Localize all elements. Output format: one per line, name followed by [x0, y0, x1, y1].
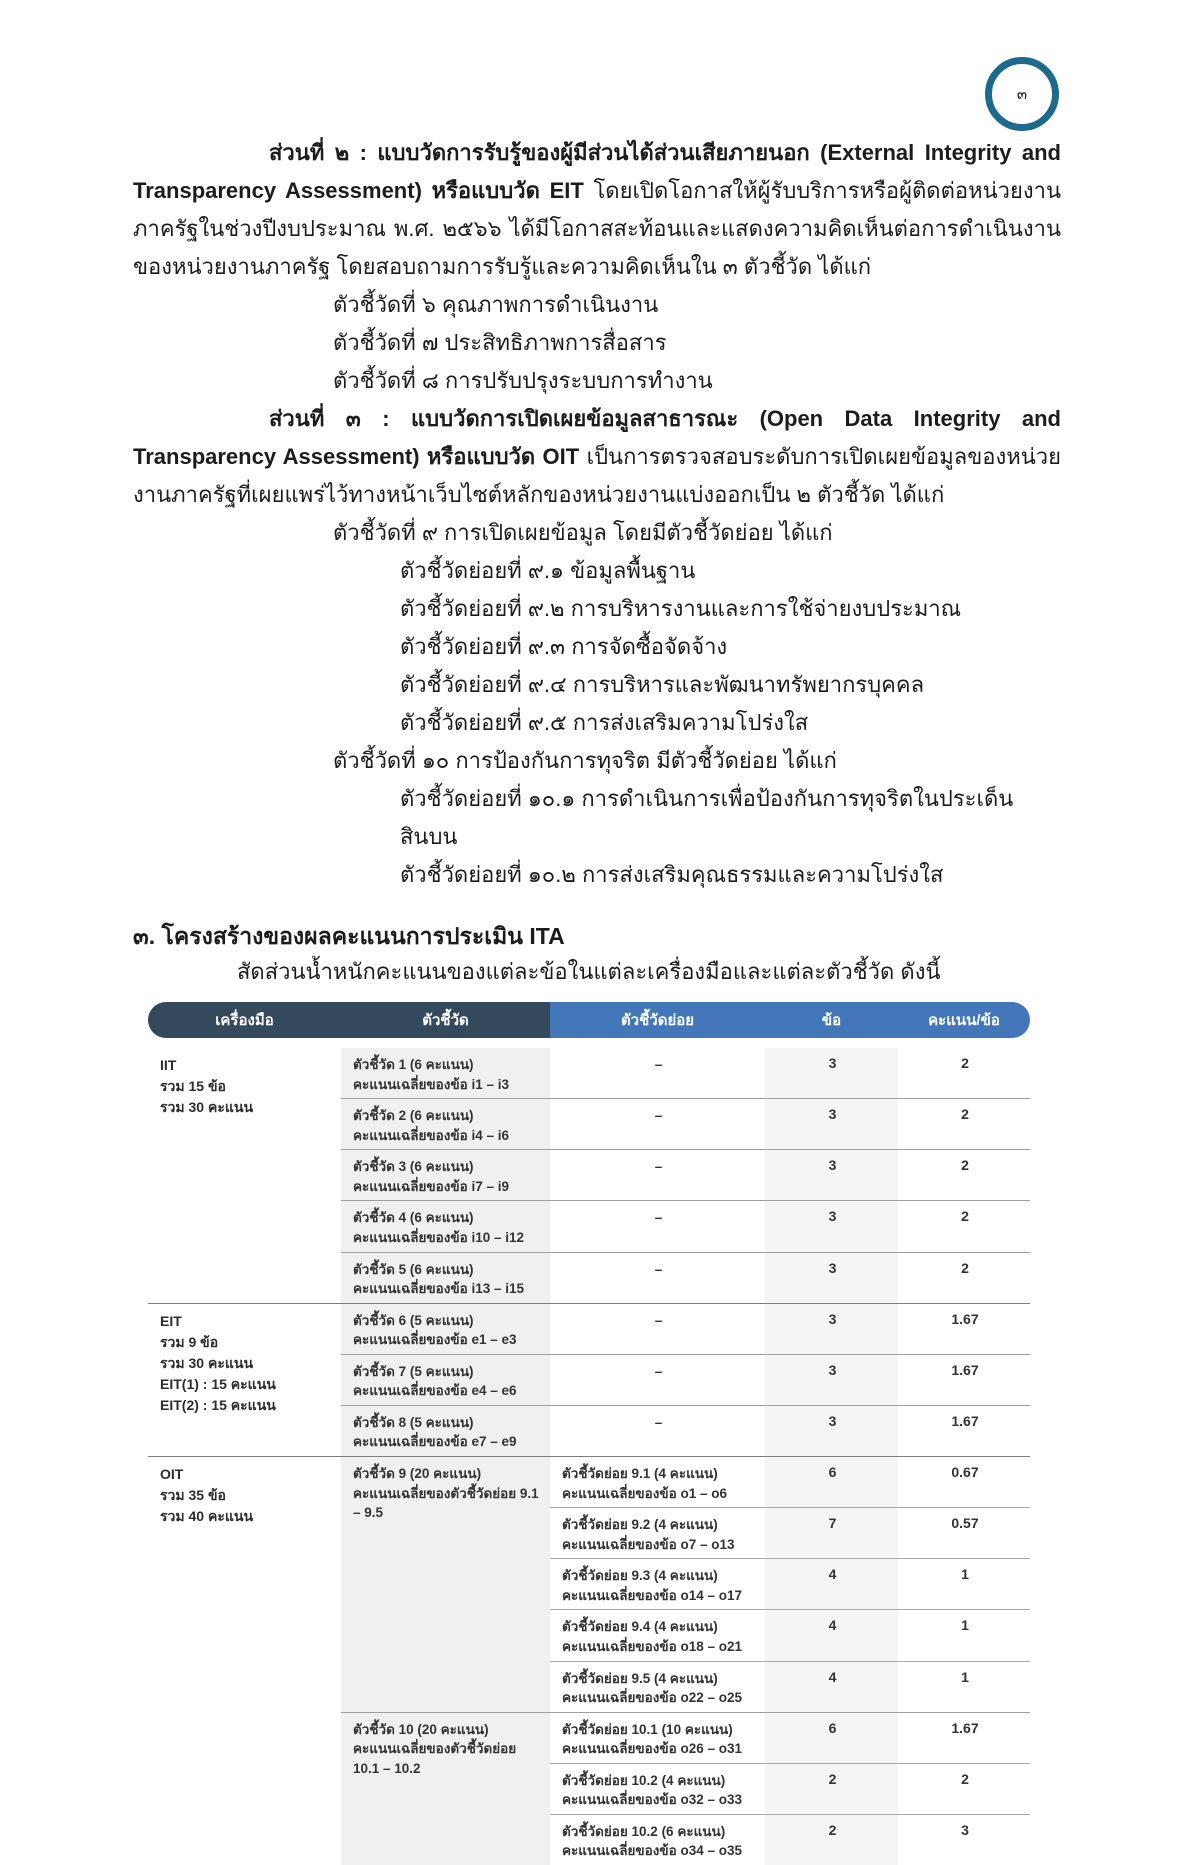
score-per-item-cell: 2 [898, 1252, 1030, 1303]
indicator-desc: คะแนนเฉลี่ยของข้อ i1 – i3 [353, 1076, 509, 1092]
sub-indicator-name: ตัวชี้วัดย่อย 9.2 (4 คะแนน) [562, 1517, 718, 1533]
sub-indicator-name: ตัวชี้วัดย่อย 9.3 (4 คะแนน) [562, 1568, 718, 1584]
sub-indicator-cell [550, 1712, 765, 1763]
items-count-cell: 3 [765, 1354, 898, 1405]
tool-line: EIT(2) : 15 คะแนน [160, 1396, 276, 1413]
indicator-name: ตัวชี้วัด 10 (20 คะแนน) [353, 1721, 489, 1737]
sub-indicator-cell: – [550, 1098, 765, 1149]
indicator-desc: คะแนนเฉลี่ยของข้อ i4 – i6 [353, 1127, 509, 1143]
indicator-cell [341, 1456, 550, 1712]
tool-line: IIT [160, 1057, 177, 1073]
table-header-4: คะแนน/ข้อ [898, 1002, 1030, 1038]
indicator-name: ตัวชี้วัด 3 (6 คะแนน) [353, 1159, 474, 1175]
part3-paragraph [133, 400, 1061, 514]
indicator-cell [341, 1712, 550, 1865]
sub-indicator-name: ตัวชี้วัดย่อย 10.1 (10 คะแนน) [562, 1721, 733, 1737]
indicator-name: ตัวชี้วัด 4 (6 คะแนน) [353, 1210, 474, 1226]
sub-indicator-cell: – [550, 1303, 765, 1354]
part3-indicator-list [133, 514, 1061, 894]
table-header-1: ตัวชี้วัด [341, 1002, 550, 1038]
table-header-3: ข้อ [765, 1002, 898, 1038]
tool-cell-EIT [148, 1303, 341, 1456]
score-per-item-cell: 2 [898, 1149, 1030, 1200]
items-count-cell: 2 [765, 1763, 898, 1814]
part3-item-7: ตัวชี้วัดย่อยที่ ๑๐.๑ การดำเนินการเพื่อป้องกันการทุจริตในประเด็นสินบน [400, 786, 1014, 849]
items-count-cell: 3 [765, 1098, 898, 1149]
part2-heading: ส่วนที่ ๒ : แบบวัดการรับรู้ของผู้มีส่วนได้ส่วนเสียภายนอก (External Integrity and Transparency Assessment) หรือแบบวัด EIT [133, 140, 1061, 203]
score-per-item-cell: 1.67 [898, 1303, 1030, 1354]
part2-paragraph [133, 134, 1061, 286]
part3-heading: ส่วนที่ ๓ : แบบวัดการเปิดเผยข้อมูลสาธารณะ (Open Data Integrity and Transparency Assessment) หรือแบบวัด OIT [133, 406, 1061, 469]
section3-heading: ๓. โครงสร้างของผลคะแนนการประเมิน ITA [133, 923, 565, 949]
sub-indicator-cell [550, 1661, 765, 1712]
score-per-item-cell: 2 [898, 1098, 1030, 1149]
indicator-cell [341, 1048, 550, 1098]
part3-item-5: ตัวชี้วัดย่อยที่ ๙.๕ การส่งเสริมความโปร่งใส [400, 710, 809, 735]
sub-indicator-name: ตัวชี้วัดย่อย 9.4 (4 คะแนน) [562, 1619, 718, 1635]
table-caption: สัดส่วนน้ำหนักคะแนนของแต่ละข้อในแต่ละเครื่องมือและแต่ละตัวชี้วัด ดังนี้ [237, 959, 941, 984]
tool-cell-IIT [148, 1048, 341, 1303]
items-count-cell: 3 [765, 1252, 898, 1303]
score-per-item-cell: 1 [898, 1558, 1030, 1609]
indicator-cell [341, 1354, 550, 1405]
part3-item-1: ตัวชี้วัดย่อยที่ ๙.๑ ข้อมูลพื้นฐาน [400, 558, 696, 583]
part3-body-text: เป็นการตรวจสอบระดับการเปิดเผยข้อมูลของหน่วยงานภาครัฐที่เผยแพร่ไว้ทางหน้าเว็บไซต์หลักของหน่วยงานแบ่งออกเป็น ๒ ตัวชี้วัด ได้แก่ [133, 444, 1061, 507]
items-count-cell: 6 [765, 1712, 898, 1763]
indicator-name: ตัวชี้วัด 2 (6 คะแนน) [353, 1108, 474, 1124]
ita-score-table [148, 1002, 1030, 1865]
score-per-item-cell: 1 [898, 1661, 1030, 1712]
indicator-name: ตัวชี้วัด 5 (6 คะแนน) [353, 1261, 474, 1277]
items-count-cell: 3 [765, 1200, 898, 1251]
indicator-desc: คะแนนเฉลี่ยของข้อ e1 – e3 [353, 1332, 517, 1348]
document-content [133, 134, 1061, 1865]
sub-indicator-desc: คะแนนเฉลี่ยของข้อ o32 – o33 [562, 1792, 742, 1808]
sub-indicator-desc: คะแนนเฉลี่ยของข้อ o1 – o6 [562, 1485, 727, 1501]
sub-indicator-cell: – [550, 1354, 765, 1405]
score-per-item-cell: 1 [898, 1609, 1030, 1660]
tool-line: รวม 15 ข้อ [160, 1078, 226, 1094]
table-header-2: ตัวชี้วัดย่อย [550, 1002, 765, 1038]
score-per-item-cell: 2 [898, 1200, 1030, 1251]
items-count-cell: 3 [765, 1405, 898, 1456]
sub-indicator-cell [550, 1609, 765, 1660]
sub-indicator-cell: – [550, 1405, 765, 1456]
sub-indicator-cell [550, 1814, 765, 1865]
indicator-name: ตัวชี้วัด 9 (20 คะแนน) [353, 1466, 482, 1481]
indicator-name: ตัวชี้วัด 1 (6 คะแนน) [353, 1057, 474, 1072]
sub-indicator-desc: คะแนนเฉลี่ยของข้อ o18 – o21 [562, 1638, 742, 1654]
indicator-desc: คะแนนเฉลี่ยของตัวชี้วัดย่อย 10.1 – 10.2 [353, 1741, 517, 1776]
sub-indicator-cell: – [654, 1057, 663, 1072]
score-per-item-cell: 0.57 [898, 1507, 1030, 1558]
indicator-desc: คะแนนเฉลี่ยของข้อ e4 – e6 [353, 1383, 517, 1399]
part2-indicator-list [133, 286, 1061, 400]
items-count-cell: 7 [765, 1507, 898, 1558]
items-count-cell: 4 [765, 1558, 898, 1609]
tool-line: รวม 30 คะแนน [160, 1099, 254, 1115]
sub-indicator-cell [550, 1558, 765, 1609]
part3-item-8: ตัวชี้วัดย่อยที่ ๑๐.๒ การส่งเสริมคุณธรรมและความโปร่งใส [400, 862, 944, 887]
indicator-desc: คะแนนเฉลี่ยของตัวชี้วัดย่อย 9.1 – 9.5 [353, 1485, 539, 1521]
tool-line: OIT [160, 1466, 184, 1482]
tool-cell-OIT [148, 1456, 341, 1865]
indicator-desc: คะแนนเฉลี่ยของข้อ i13 – i15 [353, 1281, 524, 1297]
indicator-cell [341, 1303, 550, 1354]
sub-indicator-cell [550, 1507, 765, 1558]
score-per-item-cell: 2 [961, 1055, 969, 1071]
items-count-cell: 3 [765, 1303, 898, 1354]
items-count-cell: 2 [765, 1814, 898, 1865]
indicator-name: ตัวชี้วัด 6 (5 คะแนน) [353, 1312, 474, 1328]
score-per-item-cell: 0.67 [898, 1456, 1030, 1507]
sub-indicator-cell: – [550, 1200, 765, 1251]
sub-indicator-desc: คะแนนเฉลี่ยของข้อ o34 – o35 [562, 1843, 742, 1859]
part3-item-2: ตัวชี้วัดย่อยที่ ๙.๒ การบริหารงานและการใช้จ่ายงบประมาณ [400, 596, 962, 621]
tool-line: รวม 9 ข้อ [160, 1333, 219, 1350]
sub-indicator-cell [550, 1763, 765, 1814]
indicator-name: ตัวชี้วัด 8 (5 คะแนน) [353, 1414, 474, 1430]
tool-line: รวม 35 ข้อ [160, 1487, 226, 1503]
sub-indicator-desc: คะแนนเฉลี่ยของข้อ o7 – o13 [562, 1536, 735, 1552]
part2-item-0: ตัวชี้วัดที่ ๖ คุณภาพการดำเนินงาน [333, 292, 659, 317]
part2-item-2: ตัวชี้วัดที่ ๘ การปรับปรุงระบบการทำงาน [333, 368, 713, 393]
tool-line: รวม 30 คะแนน [160, 1354, 254, 1371]
table-header-0: เครื่องมือ [148, 1002, 341, 1038]
sub-indicator-cell [550, 1456, 765, 1507]
sub-indicator-desc: คะแนนเฉลี่ยของข้อ o14 – o17 [562, 1587, 742, 1603]
tool-line: EIT(1) : 15 คะแนน [160, 1375, 276, 1392]
items-count-cell: 4 [765, 1609, 898, 1660]
indicator-desc: คะแนนเฉลี่ยของข้อ i10 – i12 [353, 1229, 524, 1245]
score-per-item-cell: 2 [898, 1763, 1030, 1814]
items-count-cell: 3 [765, 1048, 898, 1098]
part3-item-0: ตัวชี้วัดที่ ๙ การเปิดเผยข้อมูล โดยมีตัวชี้วัดย่อย ได้แก่ [333, 520, 833, 545]
indicator-cell [341, 1405, 550, 1456]
sub-indicator-cell: – [550, 1252, 765, 1303]
part2-item-1: ตัวชี้วัดที่ ๗ ประสิทธิภาพการสื่อสาร [333, 330, 667, 355]
sub-indicator-desc: คะแนนเฉลี่ยของข้อ o26 – o31 [562, 1741, 742, 1757]
score-per-item-cell: 1.67 [898, 1712, 1030, 1763]
page-number-text: ๓ [1016, 86, 1028, 103]
score-per-item-cell: 1.67 [898, 1405, 1030, 1456]
items-count-cell: 6 [765, 1456, 898, 1507]
tool-line: รวม 40 คะแนน [160, 1508, 254, 1524]
score-per-item-cell: 1.67 [898, 1354, 1030, 1405]
indicator-desc: คะแนนเฉลี่ยของข้อ e7 – e9 [353, 1434, 517, 1450]
part3-item-3: ตัวชี้วัดย่อยที่ ๙.๓ การจัดซื้อจัดจ้าง [400, 634, 728, 659]
indicator-name: ตัวชี้วัด 7 (5 คะแนน) [353, 1363, 474, 1379]
sub-indicator-name: ตัวชี้วัดย่อย 9.5 (4 คะแนน) [562, 1670, 718, 1686]
page-number-badge [985, 57, 1059, 131]
indicator-cell [341, 1098, 550, 1149]
sub-indicator-name: ตัวชี้วัดย่อย 9.1 (4 คะแนน) [562, 1466, 718, 1481]
indicator-cell [341, 1252, 550, 1303]
indicator-desc: คะแนนเฉลี่ยของข้อ i7 – i9 [353, 1178, 509, 1194]
indicator-cell [341, 1200, 550, 1251]
part2-body-text: โดยเปิดโอกาสให้ผู้รับบริการหรือผู้ติดต่อหน่วยงานภาครัฐในช่วงปีงบประมาณ พ.ศ. ๒๕๖๖ ได้มีโอกาสสะท้อนและแสดงความคิดเห็นต่อการดำเนินงานของหน่วยงานภาครัฐ โดยสอบถามการรับรู้และความคิดเห็นใน ๓ ตัวชี้วัด ได้แก่ [133, 178, 1061, 279]
items-count-cell: 3 [765, 1149, 898, 1200]
sub-indicator-name: ตัวชี้วัดย่อย 10.2 (4 คะแนน) [562, 1772, 726, 1788]
sub-indicator-desc: คะแนนเฉลี่ยของข้อ o22 – o25 [562, 1690, 742, 1706]
indicator-cell [341, 1149, 550, 1200]
score-per-item-cell: 3 [898, 1814, 1030, 1865]
part3-item-6: ตัวชี้วัดที่ ๑๐ การป้องกันการทุจริต มีตัวชี้วัดย่อย ได้แก่ [333, 748, 837, 773]
tool-line: EIT [160, 1312, 182, 1329]
sub-indicator-cell: – [550, 1149, 765, 1200]
sub-indicator-name: ตัวชี้วัดย่อย 10.2 (6 คะแนน) [562, 1823, 726, 1839]
part3-item-4: ตัวชี้วัดย่อยที่ ๙.๔ การบริหารและพัฒนาทรัพยากรบุคคล [400, 672, 925, 697]
items-count-cell: 4 [765, 1661, 898, 1712]
